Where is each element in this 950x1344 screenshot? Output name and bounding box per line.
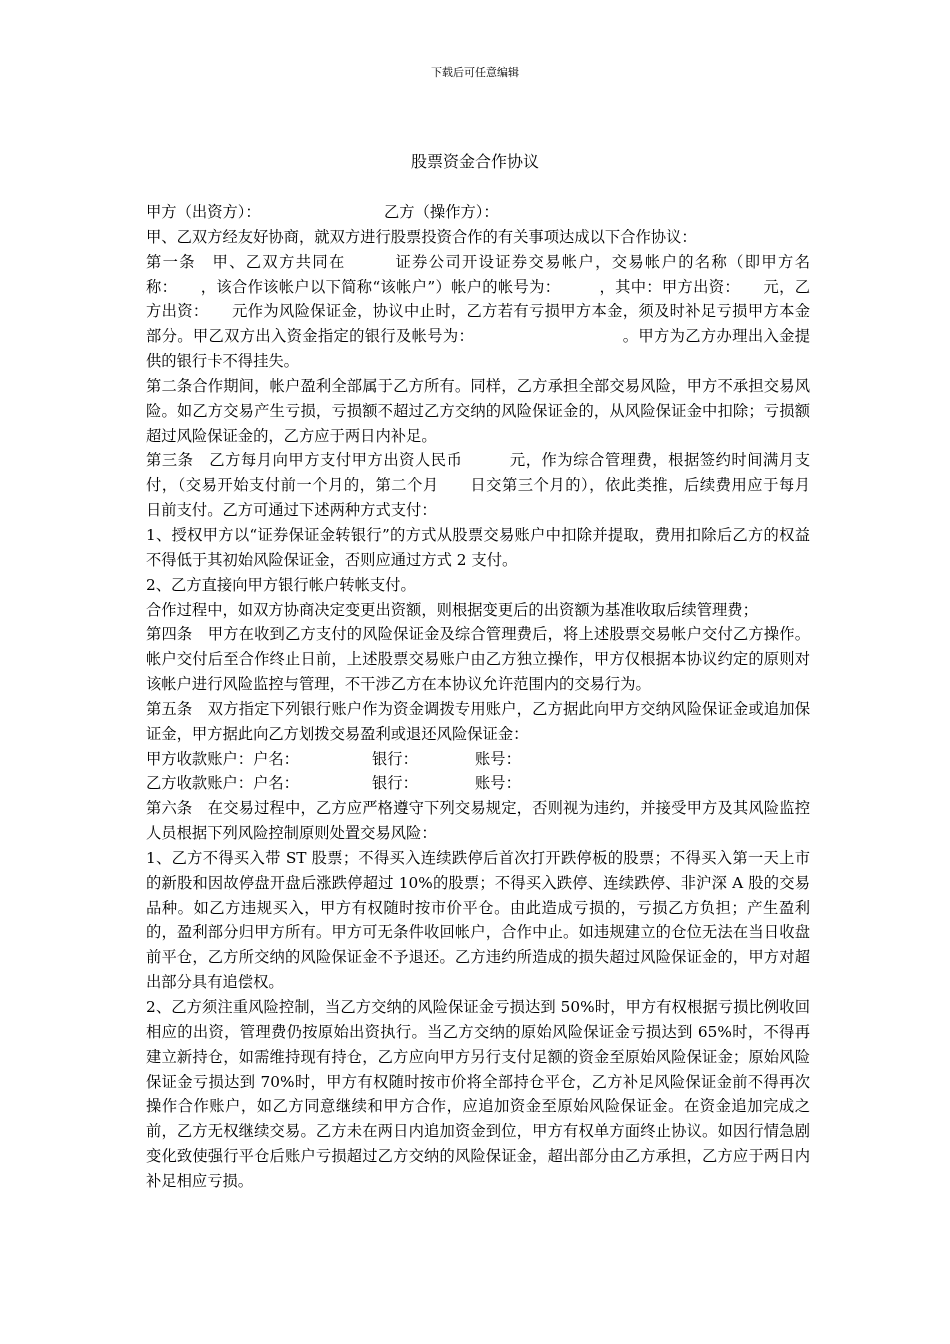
article-6-item-2: 2、乙方须注重风险控制，当乙方交纳的风险保证金亏损达到 50%时，甲方有权根据亏损比例收回相应的出资，管理费仍按原始出资执行。当乙方交纳的原始风险保证金亏损达到 65%时，不得再建立新持仓，如需维持现有持仓，乙方应向甲方另行支付足额的资金至原始风险保证金；原始风险保证金亏损达到 70%时，甲方有权随时按市价将全部持仓平仓，乙方补足风险保证金前不得再次操作合作账户，如乙方同意继续和甲方合作，应追加资金至原始风险保证金。在资金追加完成之前，乙方无权继续交易。乙方未在两日内追加资金到位，甲方有权单方面终止协议。如因行情急剧变化致使强行平仓后账户亏损超过乙方交纳的风险保证金，超出部分由乙方承担，乙方应于两日内补足相应亏损。	[146, 998, 810, 1190]
account-a-bank: 银行：	[372, 749, 418, 768]
account-b-bank: 银行：	[372, 774, 418, 793]
article-3: 第三条 乙方每月向甲方支付甲方出资人民币 元，作为综合管理费，根据签约时间满月支付，（交易开始支付前一个月的，第二个月 日交第三个月的），依此类推，后续费用应于每月 日前支付。乙方可通过下述两种方式支付：	[146, 451, 841, 520]
article-1: 第一条 甲、乙双方共同在 证券公司开设证券交易帐户，交易帐户的名称（即甲方名称： ，该合作该帐户以下简称“该帐户”）帐户的帐号为： ，其中：甲方出资： 元，乙方出资： 元作为风险保证金，协议中止时，乙方若有亏损甲方本金，须及时补足亏损甲方本金部分。甲乙双方出入资金指定的银行及帐号为： 。甲方为乙方办理出入金提供的银行卡不得挂失。	[146, 252, 810, 371]
party-b-label: 乙方（操作方）：	[384, 203, 499, 221]
article-3-note: 合作过程中，如双方协商决定变更出资额，则根据变更后的出资额为基准收取后续管理费；	[146, 600, 758, 619]
account-b-name: 乙方收款账户：户名：	[146, 774, 299, 793]
account-line-a	[146, 747, 810, 772]
article-6-item-1: 1、乙方不得买入带 ST 股票；不得买入连续跌停后首次打开跌停板的股票；不得买入第一天上市的新股和因故停盘开盘后涨跌停超过 10%的股票；不得买入跌停、连续跌停、非沪深 A 股的交易品种。如乙方违规买入，甲方有权随时按市价平仓。由此造成亏损的，亏损乙方负担；产生盈利的，盈利部分归甲方所有。甲方可无条件收回帐户，合作中止。如违规建立的仓位无法在当日收盘前平仓，乙方所交纳的风险保证金不予退还。乙方违约所造成的损失超过风险保证金的，甲方对超出部分具有追偿权。	[146, 848, 810, 992]
header-note: 下载后可任意编辑	[431, 66, 519, 79]
account-line-b	[146, 771, 810, 796]
account-a-name: 甲方收款账户：户名：	[146, 749, 299, 768]
parties-line	[146, 200, 810, 225]
account-b-number: 账号：	[475, 774, 521, 793]
article-4: 第四条 甲方在收到乙方支付的风险保证金及综合管理费后，将上述股票交易帐户交付乙方操作。帐户交付后至合作终止日前，上述股票交易账户由乙方独立操作，甲方仅根据本协议约定的原则对该帐户进行风险监控与管理，不干涉乙方在本协议允许范围内的交易行为。	[146, 625, 810, 694]
article-3-item-1: 1、授权甲方以“证券保证金转银行”的方式从股票交易账户中扣除并提取，费用扣除后乙方的权益不得低于其初始风险保证金，否则应通过方式 2 支付。	[146, 525, 810, 569]
article-2: 第二条合作期间，帐户盈利全部属于乙方所有。同样，乙方承担全部交易风险，甲方不承担交易风险。如乙方交易产生亏损，亏损额不超过乙方交纳的风险保证金的，从风险保证金中扣除；亏损额超过风险保证金的，乙方应于两日内补足。	[146, 376, 810, 445]
article-6: 第六条 在交易过程中，乙方应严格遵守下列交易规定，否则视为违约，并接受甲方及其风险监控人员根据下列风险控制原则处置交易风险：	[146, 799, 810, 843]
account-a-number: 账号：	[475, 749, 521, 768]
article-3-item-2: 2、乙方直接向甲方银行帐户转帐支付。	[146, 575, 416, 594]
page-title: 股票资金合作协议	[410, 152, 539, 171]
party-a-label: 甲方（出资方）：	[146, 203, 261, 221]
document-body	[146, 200, 841, 1194]
intro-paragraph: 甲、乙双方经友好协商，就双方进行股票投资合作的有关事项达成以下合作协议：	[146, 227, 697, 246]
article-5: 第五条 双方指定下列银行账户作为资金调拨专用账户，乙方据此向甲方交纳风险保证金或追加保证金，甲方据此向乙方划拨交易盈利或退还风险保证金：	[146, 699, 810, 743]
